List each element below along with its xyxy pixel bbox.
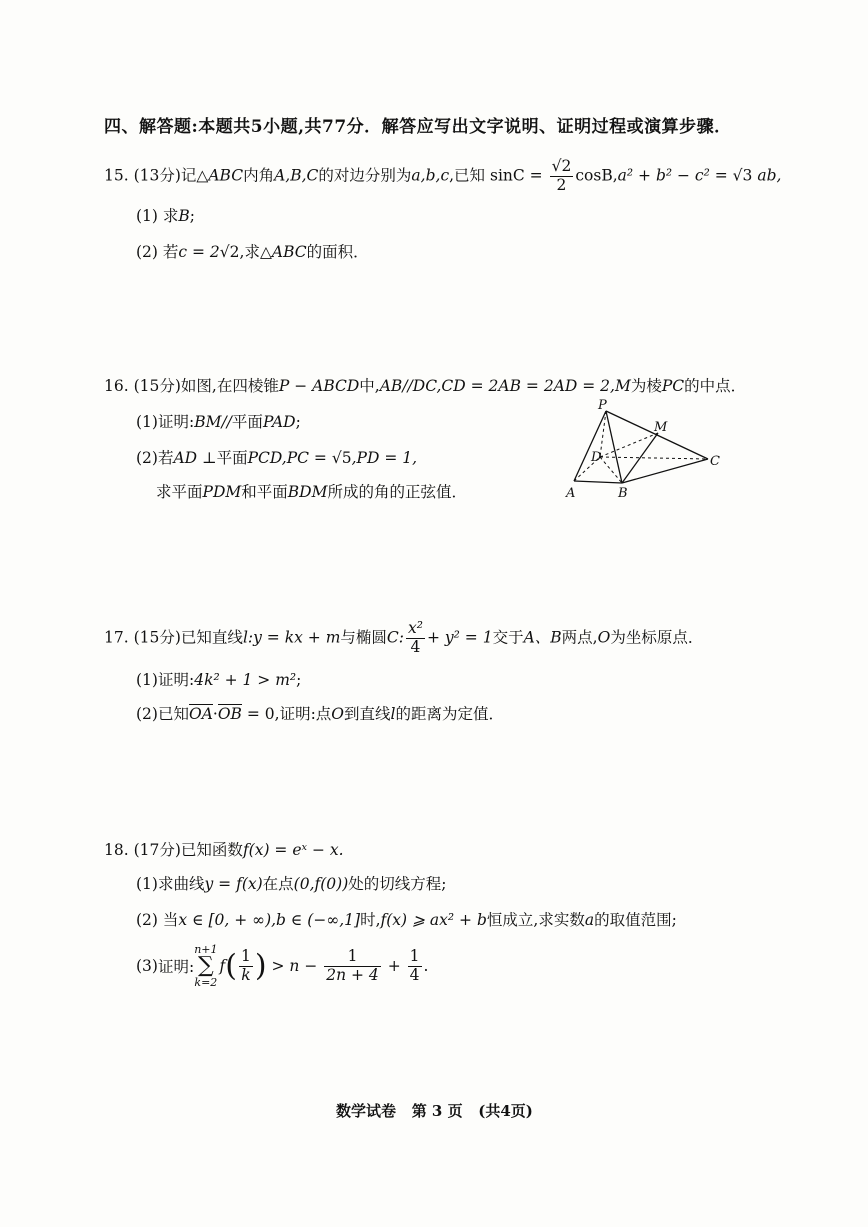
stem-text: 两点, (561, 628, 598, 647)
fraction-denominator: k (241, 965, 251, 984)
part-text: 和平面 (241, 483, 288, 501)
vertex-label-c: C (710, 454, 720, 469)
math: BM// (194, 413, 232, 431)
inequality: 4k² + 1 > m² (194, 671, 297, 689)
points: A、B (523, 628, 562, 647)
equation: c = 2 (178, 243, 220, 261)
sides: a,b,c (411, 166, 450, 185)
footer-page-number: 第 3 页 (411, 1102, 463, 1120)
stem-text: 如图,在四棱锥 (180, 377, 279, 395)
question-16-part-2-line-2 (156, 480, 467, 502)
point: (0,f(0)) (293, 875, 349, 893)
footer-subject: 数学试卷 (336, 1102, 397, 1120)
summation (194, 944, 217, 988)
line-name: l (390, 705, 396, 723)
ab: ab, (752, 166, 782, 185)
question-17-part-2 (136, 702, 504, 724)
section-heading: 四、解答题:本题共5小题,共77分．解答应写出文字说明、证明过程或演算步骤． (104, 117, 732, 137)
question-score: (15分) (133, 377, 181, 395)
part-text: ; (189, 207, 196, 225)
variable: B (178, 207, 190, 225)
part-text: 平面 (231, 413, 263, 431)
question-number: 17. (104, 628, 129, 647)
question-18-part-3 (136, 944, 428, 988)
fraction (406, 620, 425, 657)
plane: PCD,PC = (247, 449, 332, 467)
question-15-part-1 (136, 204, 195, 226)
part-text: 所成的角的正弦值． (327, 483, 467, 501)
question-score: (15分) (133, 628, 181, 647)
part-text: 若 (157, 449, 174, 467)
part-text: . (423, 957, 429, 975)
question-16-part-1 (136, 410, 301, 432)
fraction-denominator: 4 (410, 637, 421, 656)
function: f(x) = eˣ − x. (242, 841, 344, 859)
part-text: ; (295, 413, 301, 431)
part-text: 的面积． (306, 243, 369, 261)
domain: x ∈ [0, + ∞),b ∈ (−∞,1] (178, 911, 361, 929)
vertex-label-a: A (566, 486, 576, 501)
stem-text: ,已知 (449, 166, 486, 185)
stem-text: 交于 (492, 628, 524, 647)
question-18-stem (104, 838, 344, 860)
question-17-part-1 (136, 668, 301, 690)
stem-text: 已知函数 (180, 841, 243, 859)
part-text: ; (296, 671, 302, 689)
equation: a² + b² − c² = (617, 166, 733, 185)
part-text: 求曲线 (157, 875, 205, 893)
part-text: 平面 (216, 449, 248, 467)
part-text: 求 (157, 207, 179, 225)
fraction (408, 948, 422, 985)
question-18-part-2 (136, 908, 677, 930)
function-f: f (219, 957, 226, 975)
question-15-part-2 (136, 240, 369, 262)
equation: = 0 (241, 705, 275, 723)
fraction-numerator: 1 (324, 948, 381, 967)
stem-text: 的中点． (684, 377, 747, 395)
inequality: > n − (266, 957, 323, 975)
vertex-label-d: D (591, 450, 602, 465)
curve: y = f(x) (204, 875, 263, 893)
question-number: 16. (104, 377, 129, 395)
footer-total-pages: (共4页) (478, 1102, 533, 1120)
question-16-part-2 (136, 446, 417, 468)
origin: O (331, 705, 345, 723)
sum-upper-limit: n+1 (194, 943, 218, 956)
part-label: (2) (136, 243, 158, 261)
part-text: 到直线 (344, 705, 391, 723)
vector-oa: OA (188, 705, 213, 723)
plus-operator: + (382, 957, 406, 975)
part-text: 证明: (157, 413, 195, 431)
fraction (239, 948, 253, 985)
dot-operator: · (212, 705, 218, 723)
fraction-denominator: 4 (409, 965, 420, 984)
part-text: 处的切线方程; (348, 875, 447, 893)
question-score: (17分) (133, 841, 181, 859)
stem-text: 的对边分别为 (318, 166, 412, 185)
part-label: (2) (136, 449, 158, 467)
page-footer (336, 1100, 533, 1121)
part-text: 已知 (157, 705, 189, 723)
part-label: (1) (136, 875, 158, 893)
cos-b: cosB, (575, 166, 618, 185)
left-paren: ( (225, 948, 237, 984)
part-text: 时, (360, 911, 381, 929)
question-18-part-1 (136, 872, 446, 894)
fraction-numerator: x² (408, 619, 423, 637)
fraction-numerator: 1 (240, 946, 251, 965)
fraction-denominator: 2 (556, 175, 567, 194)
sqrt5: √5 (331, 449, 352, 467)
part-label: (2) (136, 911, 158, 929)
part-text: 若 (157, 243, 179, 261)
vertex-label-b: B (618, 486, 628, 501)
plane: PAD (262, 413, 296, 431)
pyramid: P − ABCD (278, 377, 360, 395)
vertex-label-m: M (654, 420, 668, 435)
sqrt2: √2 (219, 243, 240, 261)
vertex-label-p: P (598, 398, 607, 413)
math: ,PD = 1, (351, 449, 418, 467)
right-paren: ) (254, 948, 267, 984)
edge-pb (606, 411, 622, 483)
question-score: (13分) (133, 166, 181, 185)
sqrt3: √3 (732, 166, 753, 185)
line-equation: l:y = kx + m (242, 628, 341, 647)
condition: AB//DC,CD = 2AB = 2AD = 2,M (379, 377, 631, 395)
triangle-name: ABC (208, 166, 244, 185)
fraction (324, 948, 381, 985)
edge-ab (574, 481, 622, 483)
fraction-denominator: 2n + 4 (326, 965, 379, 984)
fraction-numerator: 1 (409, 946, 420, 965)
part-text: 在点 (262, 875, 294, 893)
plane: BDM (287, 483, 328, 501)
math: AD ⊥ (173, 449, 217, 467)
question-number: 15. (104, 166, 129, 185)
fraction-numerator: √2 (551, 157, 572, 175)
question-number: 18. (104, 841, 129, 859)
part-label: (1) (136, 207, 158, 225)
sin-c: sinC = (490, 166, 543, 185)
question-16-stem (104, 374, 746, 396)
part-text: ,证明:点 (274, 705, 332, 723)
part-label: (2) (136, 705, 158, 723)
part-text: 证明: (157, 671, 195, 689)
edge-pa (574, 411, 606, 481)
part-text: 恒成立,求实数 (486, 911, 585, 929)
part-text: 当 (157, 911, 179, 929)
sum-lower-limit: k=2 (194, 976, 218, 989)
triangle-name: ABC (271, 243, 307, 261)
sigma-symbol: ∑ (198, 953, 214, 978)
fraction (550, 158, 574, 195)
edge-pc: PC (661, 377, 685, 395)
stem-text: 与椭圆 (340, 628, 387, 647)
ellipse-equation: + y² = 1 (426, 628, 493, 647)
vector-ob: OB (217, 705, 242, 723)
stem-text: 为坐标原点． (610, 628, 704, 647)
ellipse-name: C: (386, 628, 404, 647)
edge-bc (622, 459, 708, 483)
stem-text: 记△ (180, 166, 209, 185)
part-text: 求平面 (156, 483, 203, 501)
stem-text: 已知直线 (180, 628, 243, 647)
part-label: (1) (136, 413, 158, 431)
origin: O (597, 628, 611, 647)
question-15-stem (104, 158, 781, 195)
part-text: ,求△ (239, 243, 272, 261)
stem-text: 为棱 (630, 377, 662, 395)
stem-text: 内角 (243, 166, 275, 185)
inequality: f(x) ⩾ ax² + b (380, 911, 487, 929)
angles: A,B,C (274, 166, 319, 185)
plane: PDM (202, 483, 242, 501)
part-text: 的取值范围; (594, 911, 677, 929)
part-label: (3) (136, 957, 158, 975)
pyramid-figure (560, 395, 730, 505)
part-label: (1) (136, 671, 158, 689)
stem-text: 中, (359, 377, 380, 395)
part-text: 的距离为定值． (395, 705, 505, 723)
part-text: 证明: (157, 958, 195, 976)
question-17-stem (104, 620, 703, 657)
variable: a (584, 911, 595, 929)
